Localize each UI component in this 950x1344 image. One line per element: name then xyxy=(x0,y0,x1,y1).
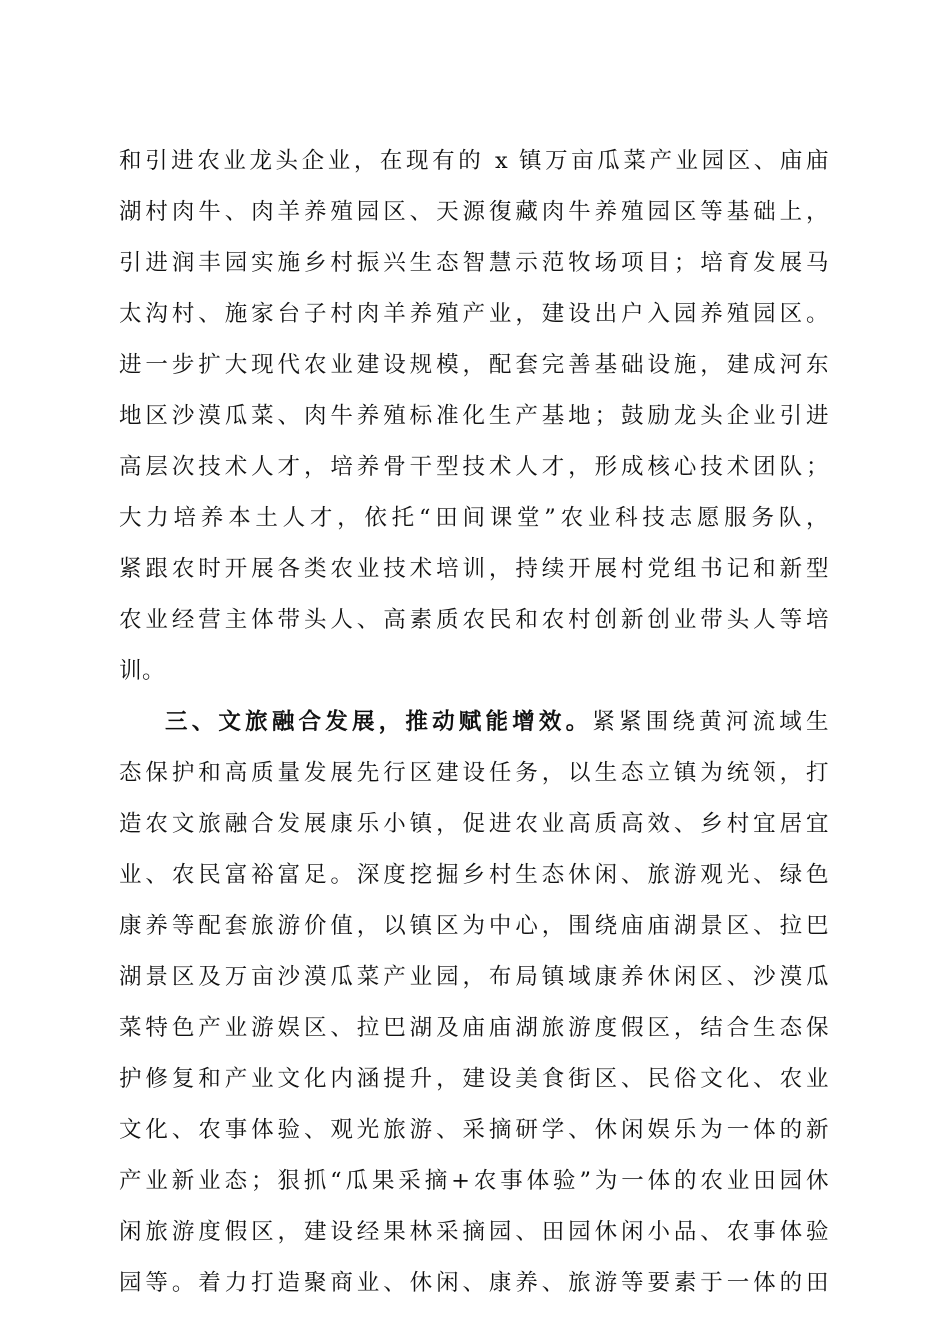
text-line: 地区沙漠瓜菜、肉牛养殖标准化生产基地；鼓励龙头企业引进 xyxy=(119,403,829,429)
text-line: 产业新业态；狠抓“瓜果采摘+农事体验”为一体的农业田园休 xyxy=(119,1168,829,1194)
text-line: 闲旅游度假区，建设经果林采摘园、田园休闲小品、农事体验 xyxy=(119,1219,829,1245)
document-body xyxy=(119,136,829,1309)
text-line: 进一步扩大现代农业建设规模，配套完善基础设施，建成河东 xyxy=(119,352,829,378)
paragraph-first-line xyxy=(119,697,829,748)
text-line: 园等。着力打造聚商业、休闲、康养、旅游等要素于一体的田 xyxy=(119,1270,829,1296)
text-line: 紧跟农时开展各类农业技术培训，持续开展村党组书记和新型 xyxy=(119,556,829,582)
paragraph-1 xyxy=(119,136,829,697)
text-line: 训。 xyxy=(119,658,166,684)
text-line: 护修复和产业文化内涵提升，建设美食街区、民俗文化、农业 xyxy=(119,1066,829,1092)
section-heading: 三、文旅融合发展，推动赋能增效。 xyxy=(165,709,593,735)
text-line: 农业经营主体带头人、高素质农民和农村创新创业带头人等培 xyxy=(119,607,829,633)
text-line: 太沟村、施家台子村肉羊养殖产业，建设出户入园养殖园区。 xyxy=(119,301,829,327)
text-line: 菜特色产业游娱区、拉巴湖及庙庙湖旅游度假区，结合生态保 xyxy=(119,1015,829,1041)
heading-continuation: 紧紧围绕黄河流域生 xyxy=(592,709,829,735)
text-line: 湖村肉牛、肉羊养殖园区、天源復藏肉牛养殖园区等基础上， xyxy=(119,199,829,225)
text-line: 引进润丰园实施乡村振兴生态智慧示范牧场项目；培育发展马 xyxy=(119,250,829,276)
paragraph-2 xyxy=(119,697,829,1309)
text-line: 业、农民富裕富足。深度挖掘乡村生态休闲、旅游观光、绿色 xyxy=(119,862,829,888)
text-line: 文化、农事体验、观光旅游、采摘研学、休闲娱乐为一体的新 xyxy=(119,1117,829,1143)
text-line: 湖景区及万亩沙漠瓜菜产业园，布局镇域康养休闲区、沙漠瓜 xyxy=(119,964,829,990)
text-line: 康养等配套旅游价值，以镇区为中心，围绕庙庙湖景区、拉巴 xyxy=(119,913,829,939)
text-line: 大力培养本土人才，依托“田间课堂”农业科技志愿服务队， xyxy=(119,505,829,531)
text-line: 和引进农业龙头企业，在现有的 x 镇万亩瓜菜产业园区、庙庙 xyxy=(119,148,829,174)
text-line: 造农文旅融合发展康乐小镇，促进农业高质高效、乡村宜居宜 xyxy=(119,811,829,837)
text-line: 态保护和高质量发展先行区建设任务，以生态立镇为统领，打 xyxy=(119,760,829,786)
text-line: 高层次技术人才，培养骨干型技术人才，形成核心技术团队； xyxy=(119,454,829,480)
